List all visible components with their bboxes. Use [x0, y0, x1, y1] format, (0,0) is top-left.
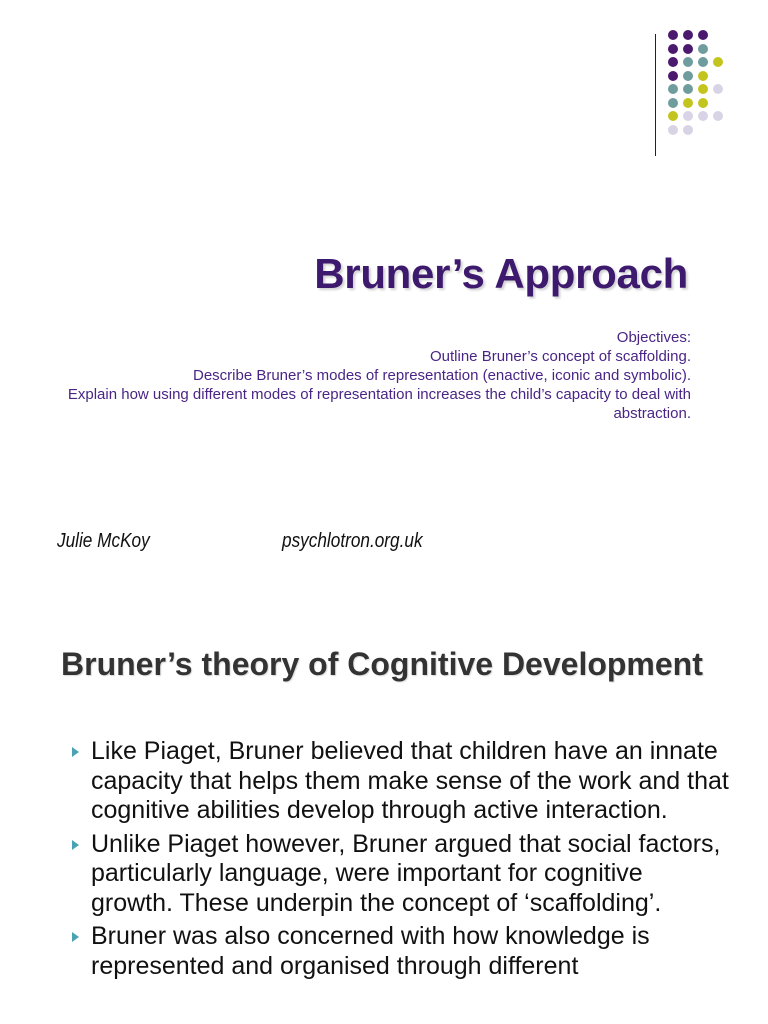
decorative-dot [683, 125, 693, 135]
decorative-dot [683, 111, 693, 121]
decorative-dot [668, 111, 678, 121]
decorative-dot [668, 30, 678, 40]
decorative-dot [668, 71, 678, 81]
decorative-dot [668, 44, 678, 54]
bullet-text: Like Piaget, Bruner believed that children have an innate capacity that helps them make sense of the work and that cognitive abilities develop through active interaction. [91, 737, 729, 824]
decorative-dot [683, 44, 693, 54]
decorative-dot [683, 71, 693, 81]
decorative-dot [668, 84, 678, 94]
website-url: psychlotron.org.uk [282, 530, 423, 552]
decorative-dot [683, 30, 693, 40]
decorative-dot [668, 125, 678, 135]
bullet-item [71, 830, 731, 919]
bullet-list [71, 737, 731, 985]
triangle-bullet-icon [72, 840, 79, 850]
decorative-dot [683, 84, 693, 94]
decorative-dot [698, 44, 708, 54]
content-slide [0, 600, 768, 1024]
bullet-text: Bruner was also concerned with how knowledge is represented and organised through different [91, 922, 650, 980]
decorative-dot-pattern [668, 30, 740, 140]
objectives-block [51, 328, 691, 423]
decorative-dot [668, 98, 678, 108]
objective-item: Explain how using different modes of representation increases the child’s capacity to deal with abstraction. [67, 386, 691, 422]
triangle-bullet-icon [72, 932, 79, 942]
decorative-dot [713, 111, 723, 121]
objective-item: Outline Bruner’s concept of scaffolding. [430, 348, 691, 365]
decorative-dot [683, 98, 693, 108]
triangle-bullet-icon [72, 747, 79, 757]
decorative-dot [698, 111, 708, 121]
decorative-dot [713, 84, 723, 94]
slide-title: Bruner’s theory of Cognitive Development [61, 646, 703, 682]
author-name: Julie McKoy [57, 530, 150, 552]
decorative-dot [698, 84, 708, 94]
bullet-item [71, 922, 731, 981]
accent-divider-line [655, 34, 656, 156]
decorative-dot [698, 30, 708, 40]
decorative-dot [668, 57, 678, 67]
bullet-item [71, 737, 731, 826]
decorative-dot [698, 57, 708, 67]
decorative-dot [698, 98, 708, 108]
decorative-dot [698, 71, 708, 81]
objective-item: Describe Bruner’s modes of representation (enactive, iconic and symbolic). [192, 367, 691, 384]
decorative-dot [683, 57, 693, 67]
decorative-dot [713, 57, 723, 67]
objectives-heading: Objectives: [616, 329, 691, 346]
slide-title: Bruner’s Approach [314, 250, 688, 297]
bullet-text: Unlike Piaget however, Bruner argued that social factors, particularly language, were important for cognitive growth. These underpin the concept of ‘scaffolding’. [91, 829, 721, 917]
